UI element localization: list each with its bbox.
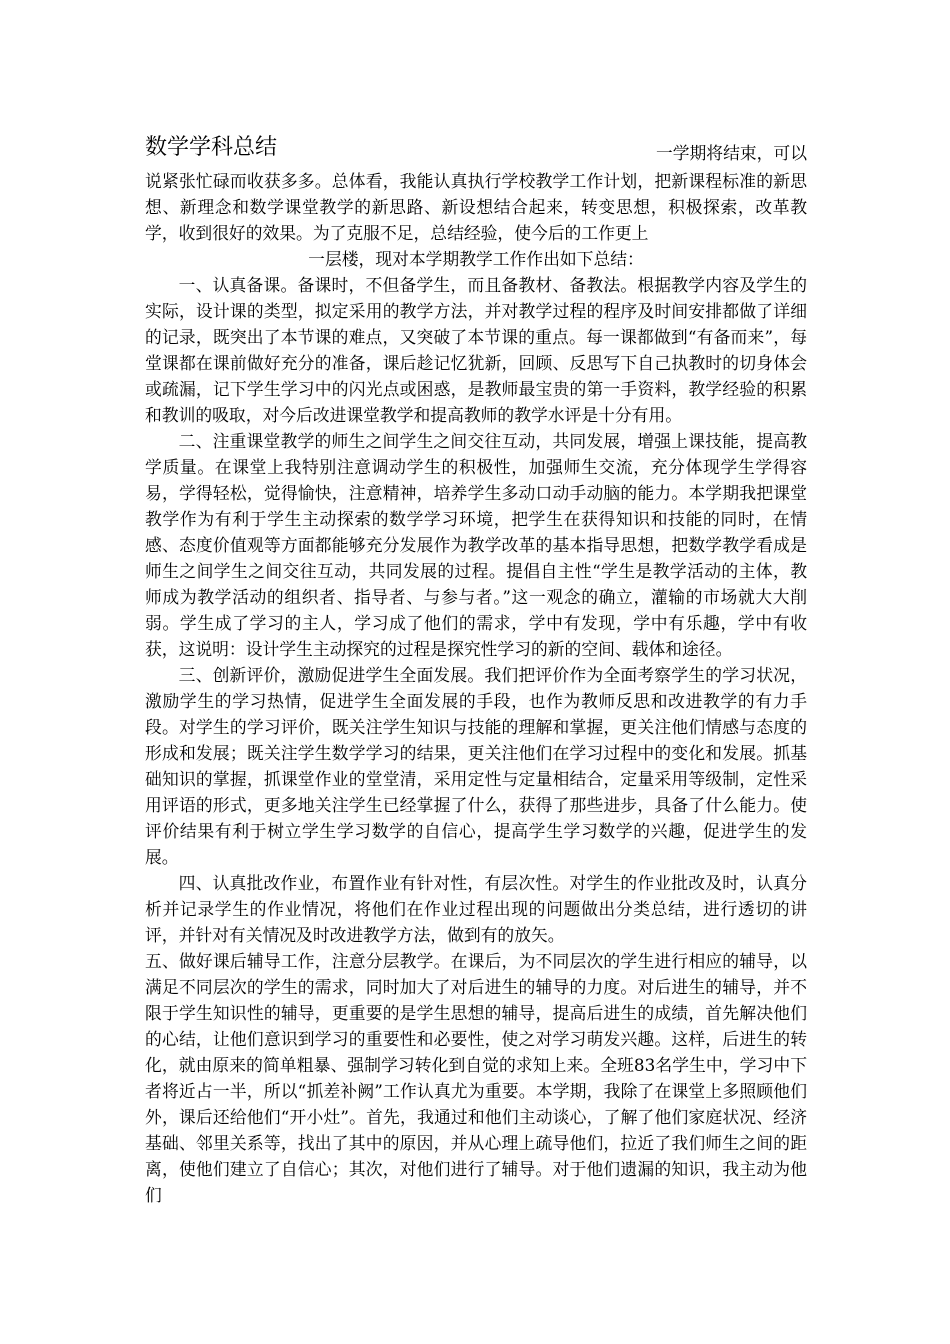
title-line <box>145 128 807 168</box>
section-3-paragraph: 三、创新评价，激励促进学生全面发展。我们把评价作为全面考察学生的学习状况，激励学生的学习热情，促进学生全面发展的手段，也作为教师反思和改进教学的有力手段。对学生的学习评价，既关注学生知识与技能的理解和掌握，更关注他们情感与态度的形成和发展；既关注学生数学学习的结果，更关注他们在学习过程中的变化和发展。抓基础知识的掌握，抓课堂作业的堂堂清，采用定性与定量相结合，定量采用等级制，定性采用评语的形式，更多地关注学生已经掌握了什么，获得了那些进步，具备了什么能力。使评价结果有利于树立学生学习数学的自信心，提高学生学习数学的兴趣，促进学生的发展。 <box>145 665 807 867</box>
intro-paragraph: 说紧张忙碌而收获多多。总体看，我能认真执行学校教学工作计划，把新课程标准的新思想、新理念和数学课堂教学的新思路、新设想结合起来，转变思想，积极探索，改革教学，收到很好的效果。为了克服不足，总结经验，使今后的工作更上 <box>145 171 807 243</box>
section-2-paragraph: 二、注重课堂教学的师生之间学生之间交往互动，共同发展，增强上课技能，提高教学质量。在课堂上我特别注意调动学生的积极性，加强师生交流，充分体现学生学得容易，学得轻松，觉得愉快，注意精神，培养学生多动口动手动脑的能力。本学期我把课堂教学作为有利于学生主动探索的数学学习环境，把学生在获得知识和技能的同时，在情感、态度价值观等方面都能够充分发展作为教学改革的基本指导思想，把数学教学看成是师生之间学生之间交往互动，共同发展的过程。提倡自主性“学生是教学活动的主体，教师成为教学活动的组织者、指导者、与参与者。”这一观念的确立，灌输的市场就大大削弱。学生成了学习的主人，学习成了他们的需求，学中有发现，学中有乐趣，学中有收获，这说明：设计学生主动探究的过程是探究性学习的新的空间、载体和途径。 <box>145 431 807 659</box>
section-5-paragraph: 五、做好课后辅导工作，注意分层教学。在课后，为不同层次的学生进行相应的辅导，以满足不同层次的学生的需求，同时加大了对后进生的辅导的力度。对后进生的辅导，并不限于学生知识性的辅导，更重要的是学生思想的辅导，提高后进生的成绩，首先解决他们的心结，让他们意识到学习的重要性和必要性，使之对学习萌发兴趣。这样，后进生的转化，就由原来的简单粗暴、强制学习转化到自觉的求知上来。全班83名学生中，学习中下者将近占一半，所以“抓差补阙”工作认真尤为重要。本学期，我除了在课堂上多照顾他们外，课后还给他们“开小灶”。首先，我通过和他们主动谈心，了解了他们家庭状况、经济基础、邻里关系等，找出了其中的原因，并从心理上疏导他们，拉近了我们师生之间的距离，使他们建立了自信心；其次，对他们进行了辅导。对于他们遗漏的知识，我主动为他们 <box>145 951 807 1205</box>
intro-lead: 一学期将结束，可以 <box>655 143 807 163</box>
document-page <box>145 128 807 1208</box>
intro-centered-line: 一层楼，现对本学期教学工作作出如下总结： <box>308 249 644 269</box>
document-title: 数学学科总结 <box>145 135 278 160</box>
section-1-paragraph: 一、认真备课。备课时，不但备学生，而且备教材、备教法。根据教学内容及学生的实际，设计课的类型，拟定采用的教学方法，并对教学过程的程序及时间安排都做了详细的记录，既突出了本节课的难点，又突破了本节课的重点。每一课都做到“有备而来”，每堂课都在课前做好充分的准备，课后趁记忆犹新，回顾、反思写下自己执教时的切身体会或疏漏，记下学生学习中的闪光点或困惑，是教师最宝贵的第一手资料，教学经验的积累和教训的吸取，对今后改进课堂教学和提高教师的教学水评是十分有用。 <box>145 275 807 425</box>
section-4-paragraph: 四、认真批改作业，布置作业有针对性，有层次性。对学生的作业批改及时，认真分析并记录学生的作业情况，将他们在作业过程出现的问题做出分类总结，进行透切的讲评，并针对有关情况及时改进教学方法，做到有的放矢。 <box>145 873 807 945</box>
